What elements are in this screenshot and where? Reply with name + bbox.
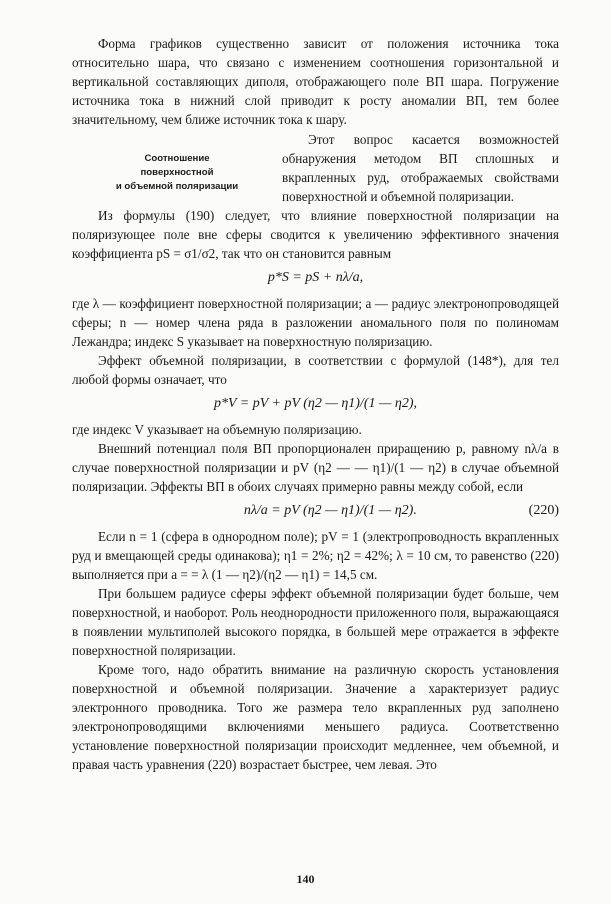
paragraph-3: Из формулы (190) следует, что влияние поверхностной поляризации на поляризующее поле вне сферы сводится к увеличению эффективного значения коэффициента pS = σ1/σ2, так что он становится равным bbox=[72, 208, 559, 261]
side-heading-line-2: поверхностной bbox=[140, 167, 214, 178]
page-number: 140 bbox=[296, 872, 315, 886]
formula-ps-star: p*S = pS + nλ/a, bbox=[267, 270, 364, 285]
paragraph-4: где λ — коэффициент поверхностной поляризации; a — радиус электронопроводящей сферы; n — номер члена ряда в разложении аномального поля по полиномам Лежандра; индекс S указывает на поверхностную поляризацию. bbox=[72, 296, 559, 349]
paragraph-9: При большем радиусе сферы эффект объемной поляризации будет больше, чем поверхностной, и наоборот. Роль неоднородности приложенного поля, выражающаяся в появлении мультиполей высокого порядка, в большей мере отражается в эффекте поверхностной поляризации. bbox=[72, 586, 559, 658]
paragraph-2: Этот вопрос касается возможностей обнаружения методом ВП сплошных и вкрапленных руд, отображаемых свойствами поверхностной и объемной поляризации. bbox=[282, 132, 559, 204]
formula-pv-star: p*V = pV + pV (η2 — η1)/(1 — η2), bbox=[213, 396, 418, 411]
paragraph-6: где индекс V указывает на объемную поляризацию. bbox=[72, 422, 362, 437]
paragraph-8: Если n = 1 (сфера в однородном поле); pV = 1 (электропроводность вкрапленных руд и вмещающей среды одинакова); η1 = 2%; η2 = 42%; λ = 10 см, то равенство (220) выполняется при a = = λ (1 — η2)/(η2 — η1) = 14,5 см. bbox=[72, 529, 559, 582]
section-with-side-heading bbox=[72, 130, 559, 206]
paragraph-1: Форма графиков существенно зависит от положения источника тока относительно шара, что связано с изменением соотношения горизонтальной и вертикальной составляющих диполя, отображающего поле ВП шара. Погружение источника тока в нижний слой приводит к росту аномалии ВП, тем более значительному, чем ближе источник тока к шару. bbox=[72, 36, 559, 127]
side-heading-line-3: и объемной поляризации bbox=[115, 181, 239, 192]
formula-220-expression: nλ/a = pV (η2 — η1)/(1 — η2). bbox=[243, 503, 417, 518]
paragraph-5: Эффект объемной поляризации, в соответствии с формулой (148*), для тел любой формы означает, что bbox=[72, 353, 559, 387]
paragraph-10: Кроме того, надо обратить внимание на различную скорость установления поверхностной и объемной поляризации. Значение a характеризует радиус электронного проводника. Того же размера тело вкрапленных руд заполнено электронопроводящими включениями меньшего радиуса. Соответственно установление поверхностной поляризации происходит медленнее, чем объемной, и правая часть уравнения (220) возрастает быстрее, чем левая. Это bbox=[72, 662, 559, 772]
side-heading bbox=[72, 130, 282, 194]
side-heading-line-1: Соотношение bbox=[144, 153, 210, 164]
formula-220-number: (220) bbox=[528, 503, 559, 518]
formula-220 bbox=[72, 499, 559, 523]
paragraph-7: Внешний потенциал поля ВП пропорционален приращению p, равному nλ/a в случае поверхностной поляризации и pV (η2 — — η1)/(1 — η2) в случае объемной поляризации. Эффекты ВП в обоих случаях примерно равны между собой, если bbox=[72, 441, 559, 494]
